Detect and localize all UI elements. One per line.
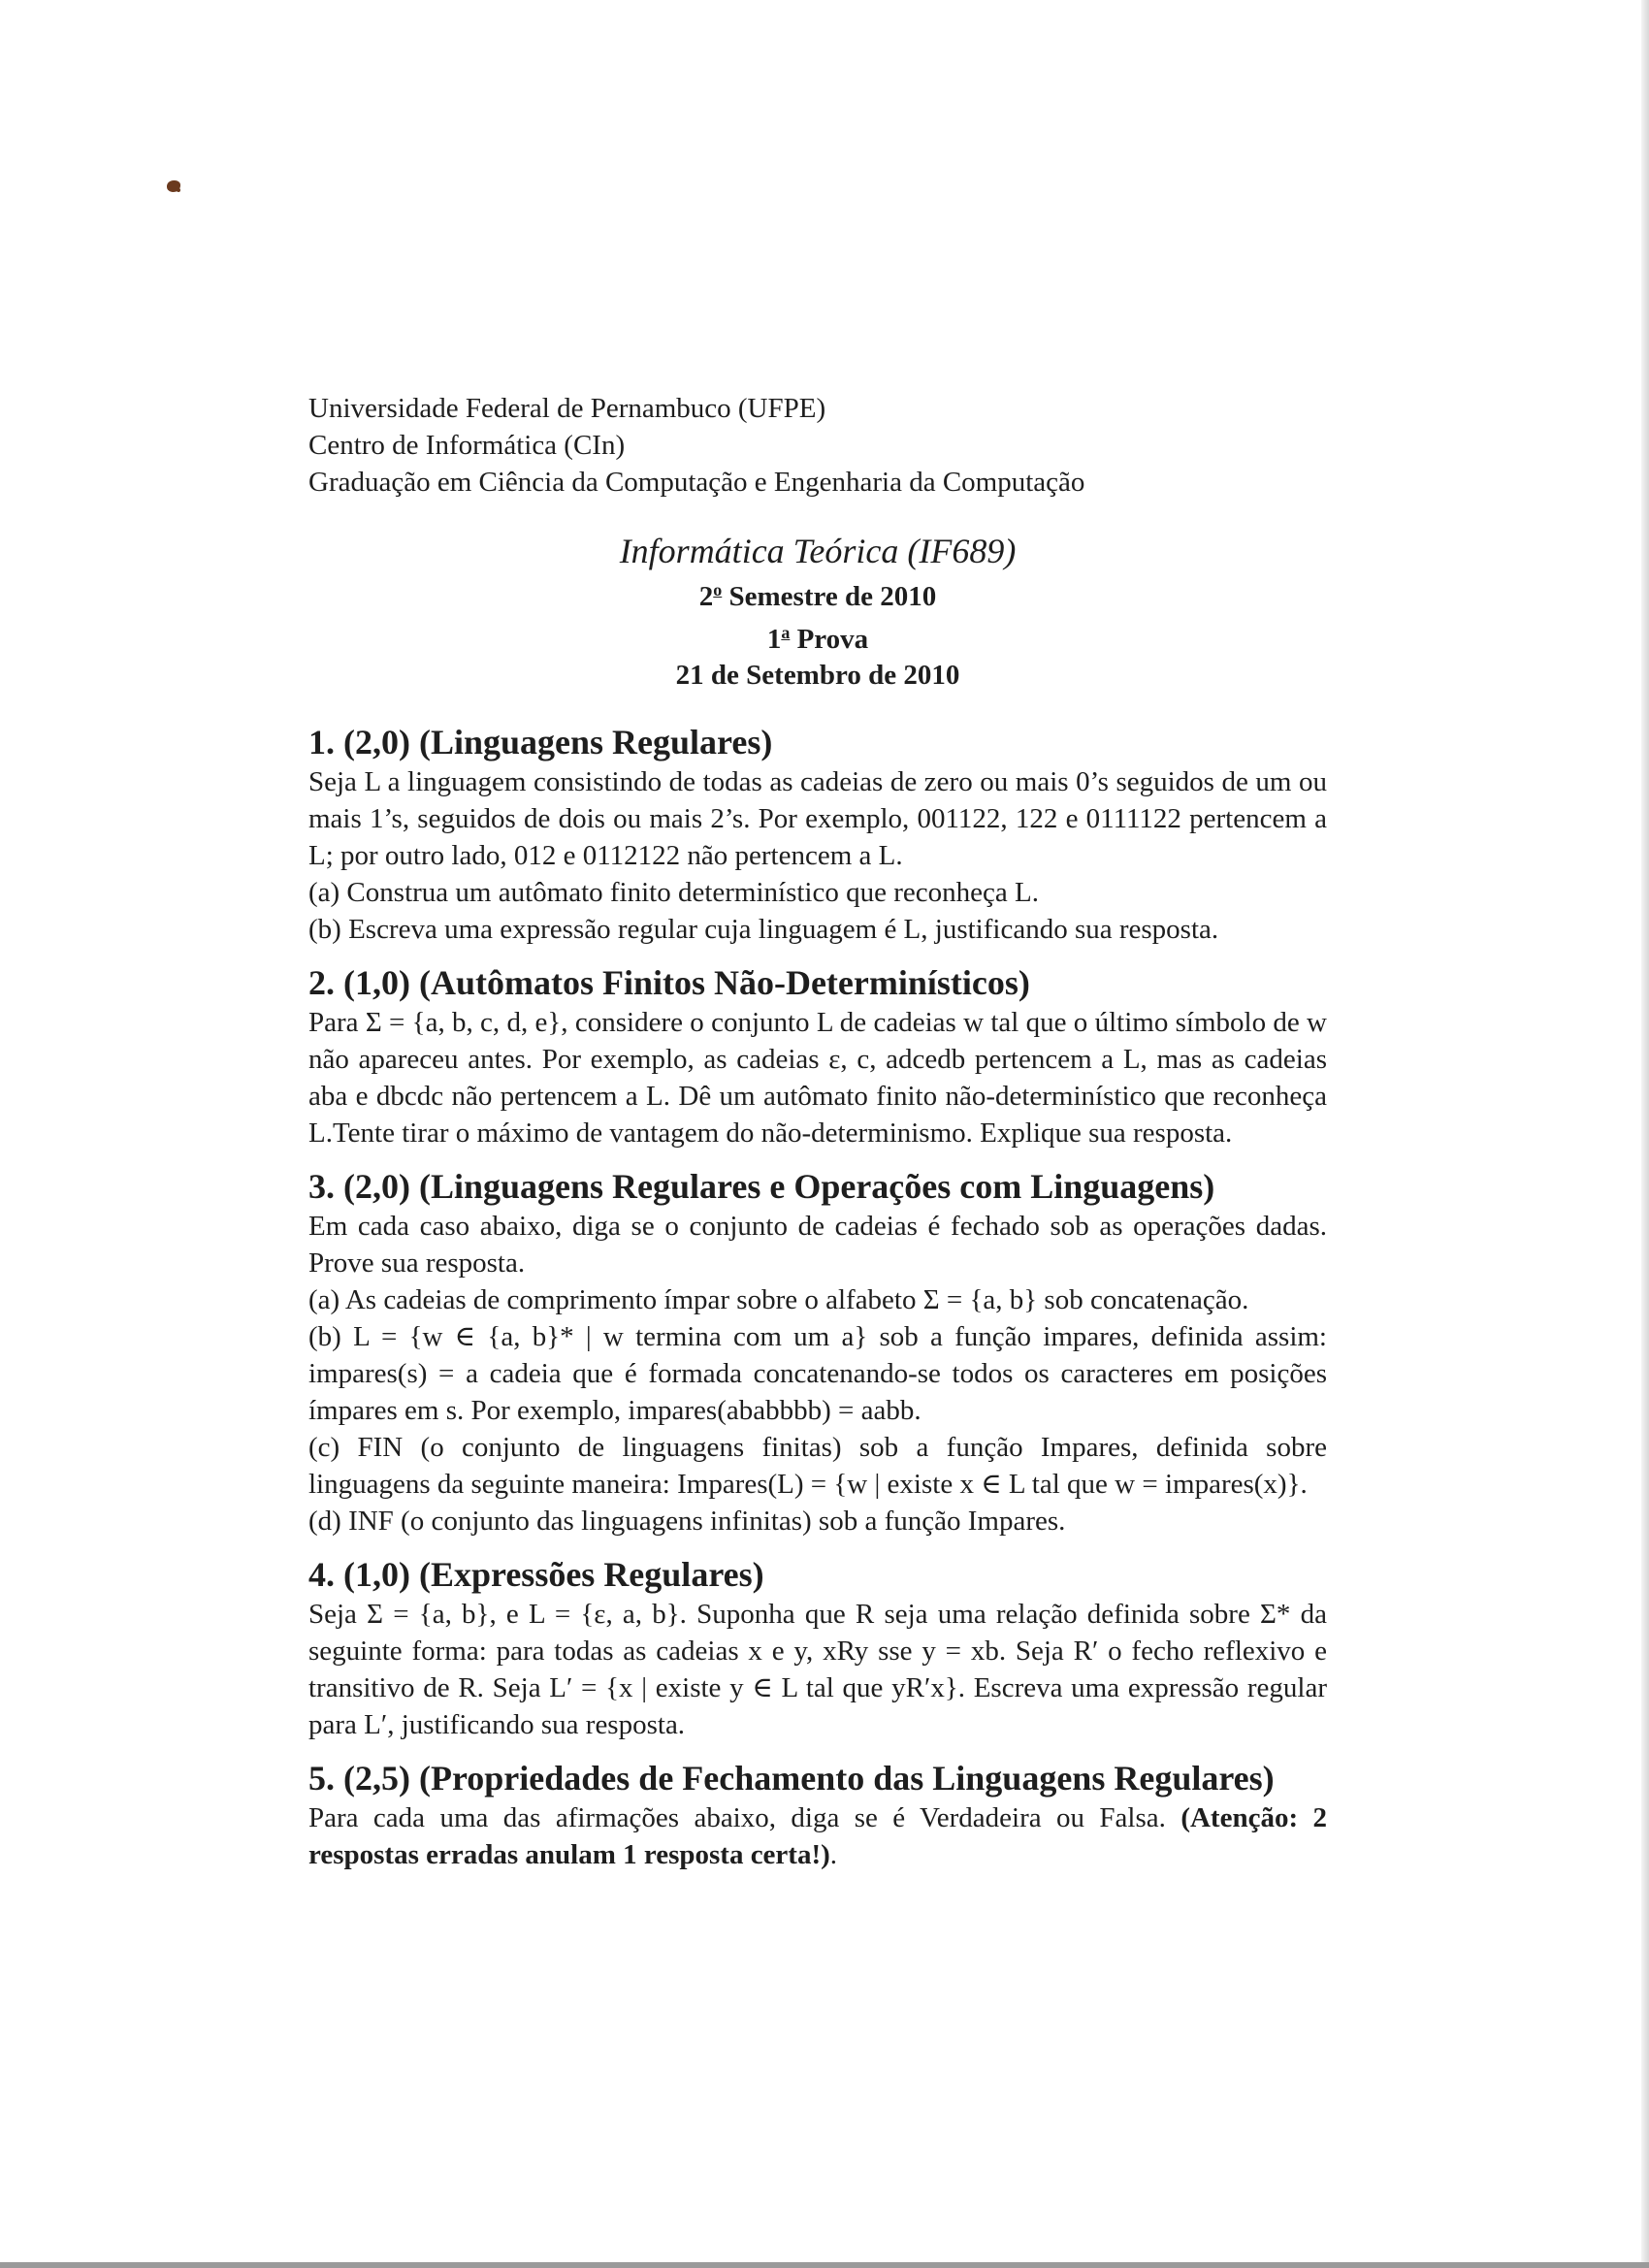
q1-heading: 1. (2,0) (Linguagens Regulares) (308, 723, 773, 761)
q3-text: Em cada caso abaixo, diga se o conjunto de cadeias é fechado sob as operações dadas. Prove sua resposta. (308, 1211, 1327, 1279)
exam-text: Prova (790, 624, 869, 655)
exam-date: 21 de Setembro de 2010 (675, 660, 960, 691)
q1-item-a: (a) Construa um autômato finito determinístico que reconheça L. (308, 877, 1039, 908)
exam-number: 1 (766, 624, 782, 655)
q3-item-c: (c) FIN (o conjunto de linguagens finitas) sob a função Impares, definida sobre linguagens da seguinte maneira: Impares(L) = {w | existe x ∈ L tal que w = impares(x)}. (308, 1432, 1327, 1500)
exam-page (308, 390, 1327, 1873)
course-title: Informática Teórica (IF689) (619, 532, 1017, 570)
q3-heading: 3. (2,0) (Linguagens Regulares e Operações com Linguagens) (308, 1167, 1215, 1206)
scan-edge-right (1641, 0, 1649, 2268)
center-line: Centro de Informática (CIn) (308, 430, 626, 461)
q2-heading: 2. (1,0) (Autômatos Finitos Não-Determinísticos) (308, 963, 1030, 1002)
semester-line (308, 572, 1327, 615)
semester-number: 2 (698, 581, 714, 612)
semester-text: Semestre de 2010 (722, 581, 937, 612)
semester-ordinal: o (713, 580, 723, 599)
scan-edge-bottom (0, 2262, 1649, 2268)
q3-item-d: (d) INF (o conjunto das linguagens infinitas) sob a função Impares. (308, 1506, 1066, 1537)
q4-text: Seja Σ = {a, b}, e L = {ε, a, b}. Suponha que R seja uma relação definida sobre Σ* da seguinte forma: para todas as cadeias x e y, xRy sse y = xb. Seja R′ o fecho reflexivo e transitivo de R. Seja L′ = {x | existe y ∈ L tal que yR′x}. Escreva uma expressão regular para L′, justificando sua resposta. (308, 1599, 1327, 1740)
exam-line (308, 615, 1327, 658)
q5-attention: (Atenção: 2 respostas erradas anulam 1 resposta certa!) (308, 1802, 1328, 1870)
ink-speck (167, 180, 180, 192)
q1-item-b: (b) Escreva uma expressão regular cuja linguagem é L, justificando sua resposta. (308, 914, 1219, 945)
q3-item-b: (b) L = {w ∈ {a, b}* | w termina com um a} sob a função impares, definida assim: impares(s) = a cadeia que é formada concatenando-se todos os caracteres em posições ímpares em s. Por exemplo, impares(ababbbb) = aabb. (308, 1321, 1327, 1426)
q5-text (308, 1799, 1327, 1873)
exam-ordinal: a (781, 623, 791, 642)
q3-item-a: (a) As cadeias de comprimento ímpar sobre o alfabeto Σ = {a, b} sob concatenação. (308, 1284, 1249, 1315)
q5-instruction: Para cada uma das afirmações abaixo, diga se é Verdadeira ou Falsa. (308, 1802, 1166, 1833)
q4-heading: 4. (1,0) (Expressões Regulares) (308, 1555, 764, 1594)
q5-period: . (829, 1839, 838, 1870)
q2-text: Para Σ = {a, b, c, d, e}, considere o conjunto L de cadeias w tal que o último símbolo de w não apareceu antes. Por exemplo, as cadeias ε, c, adcedb pertencem a L, mas as cadeias aba e dbcdc não pertencem a L. Dê um autômato finito não-determinístico que reconheça L.Tente tirar o máximo de vantagem do não-determinismo. Explique sua resposta. (308, 1007, 1327, 1149)
program-line: Graduação em Ciência da Computação e Engenharia da Computação (308, 467, 1085, 498)
title-block (308, 530, 1327, 694)
q5-heading: 5. (2,5) (Propriedades de Fechamento das Linguagens Regulares) (308, 1759, 1275, 1798)
university-line: Universidade Federal de Pernambuco (UFPE) (308, 393, 826, 424)
q1-text: Seja L a linguagem consistindo de todas as cadeias de zero ou mais 0’s seguidos de um ou mais 1’s, seguidos de dois ou mais 2’s. Por exemplo, 001122, 122 e 0111122 pertencem a L; por outro lado, 012 e 0112122 não pertencem a L. (308, 766, 1327, 871)
